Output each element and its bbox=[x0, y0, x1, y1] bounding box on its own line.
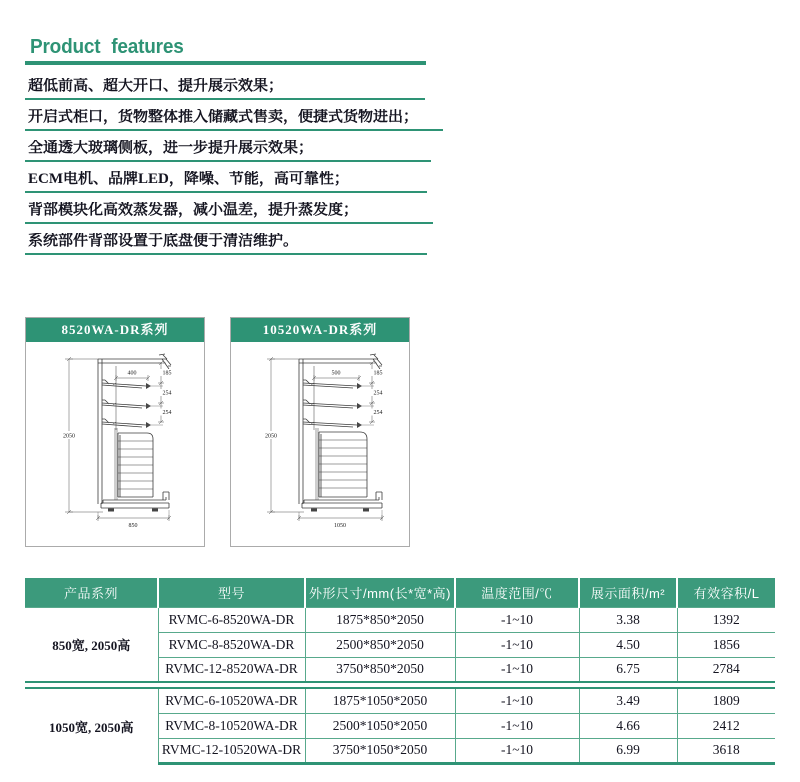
cabinet-side-diagram-8520 bbox=[26, 342, 204, 546]
cabinet-side-diagram-10520 bbox=[231, 342, 409, 546]
table-row bbox=[25, 607, 775, 632]
title-underline bbox=[25, 61, 426, 65]
cell-volume: 1809 bbox=[677, 688, 775, 713]
cell-model: RVMC-8-10520WA-DR bbox=[158, 713, 305, 738]
cell-dimensions: 2500*1050*2050 bbox=[305, 713, 455, 738]
cell-dimensions: 3750*1050*2050 bbox=[305, 738, 455, 763]
cell-volume: 3618 bbox=[677, 738, 775, 763]
series-label: 1050宽, 2050高 bbox=[25, 688, 158, 763]
cell-temp: -1~10 bbox=[455, 688, 579, 713]
cell-dimensions: 1875*1050*2050 bbox=[305, 688, 455, 713]
dim-shelf-width-label: 400 bbox=[127, 370, 137, 377]
dim-gap2-label: 254 bbox=[162, 410, 172, 416]
header-temp-range: 温度范围/℃ bbox=[455, 578, 579, 607]
dim-gap1-label: 254 bbox=[373, 390, 383, 397]
cell-model: RVMC-6-10520WA-DR bbox=[158, 688, 305, 713]
feature-item: 全通透大玻璃侧板，进一步提升展示效果； bbox=[25, 140, 431, 162]
feature-list bbox=[25, 78, 443, 264]
cell-temp: -1~10 bbox=[455, 657, 579, 682]
series-title-8520: 8520WA-DR系列 bbox=[26, 318, 204, 342]
header-product-series: 产品系列 bbox=[25, 578, 158, 607]
cell-dimensions: 2500*850*2050 bbox=[305, 632, 455, 657]
cell-temp: -1~10 bbox=[455, 632, 579, 657]
cell-model: RVMC-6-8520WA-DR bbox=[158, 607, 305, 632]
cell-volume: 1392 bbox=[677, 607, 775, 632]
table-row bbox=[25, 688, 775, 713]
cell-temp: -1~10 bbox=[455, 607, 579, 632]
cell-area: 4.66 bbox=[579, 713, 677, 738]
cell-dimensions: 3750*850*2050 bbox=[305, 657, 455, 682]
dim-gap1-label: 254 bbox=[162, 390, 172, 397]
spec-table bbox=[25, 578, 775, 765]
feature-item: 超低前高、超大开口、提升展示效果； bbox=[25, 78, 425, 100]
dim-height-label: 2050 bbox=[63, 433, 75, 440]
cell-temp: -1~10 bbox=[455, 713, 579, 738]
series-label: 850宽, 2050高 bbox=[25, 607, 158, 682]
cell-area: 3.49 bbox=[579, 688, 677, 713]
dim-top-gap-label: 185 bbox=[162, 370, 172, 377]
table-header-row bbox=[25, 578, 775, 607]
feature-item: 开启式柜口，货物整体推入储藏式售卖，便捷式货物进出； bbox=[25, 109, 443, 131]
cell-model: RVMC-8-8520WA-DR bbox=[158, 632, 305, 657]
dim-gap2-label: 254 bbox=[373, 410, 383, 416]
cell-area: 4.50 bbox=[579, 632, 677, 657]
page-title: Product features bbox=[30, 36, 184, 58]
header-model: 型号 bbox=[158, 578, 305, 607]
cell-area: 3.38 bbox=[579, 607, 677, 632]
feature-item: ECM电机、品牌LED，降噪、节能，高可靠性； bbox=[25, 171, 427, 193]
header-volume: 有效容积/L bbox=[677, 578, 775, 607]
header-dimensions: 外形尺寸/mm(长*宽*高) bbox=[305, 578, 455, 607]
cell-area: 6.75 bbox=[579, 657, 677, 682]
series-title-10520: 10520WA-DR系列 bbox=[231, 318, 409, 342]
header-display-area: 展示面积/m² bbox=[579, 578, 677, 607]
diagram-panel-10520 bbox=[230, 317, 410, 547]
cell-model: RVMC-12-8520WA-DR bbox=[158, 657, 305, 682]
cell-dimensions: 1875*850*2050 bbox=[305, 607, 455, 632]
dim-shelf-width-label: 500 bbox=[331, 370, 341, 377]
diagram-panel-8520 bbox=[25, 317, 205, 547]
cell-volume: 2784 bbox=[677, 657, 775, 682]
cell-temp: -1~10 bbox=[455, 738, 579, 763]
cell-area: 6.99 bbox=[579, 738, 677, 763]
dim-height-label: 2050 bbox=[265, 433, 277, 440]
dim-depth-label: 1050 bbox=[334, 523, 346, 529]
cell-volume: 2412 bbox=[677, 713, 775, 738]
cell-volume: 1856 bbox=[677, 632, 775, 657]
feature-item: 背部模块化高效蒸发器，减小温差，提升蒸发度； bbox=[25, 202, 433, 224]
feature-item: 系统部件背部设置于底盘便于清洁维护。 bbox=[25, 233, 427, 255]
cell-model: RVMC-12-10520WA-DR bbox=[158, 738, 305, 763]
dim-top-gap-label: 185 bbox=[373, 370, 383, 377]
dim-depth-label: 850 bbox=[128, 523, 138, 529]
